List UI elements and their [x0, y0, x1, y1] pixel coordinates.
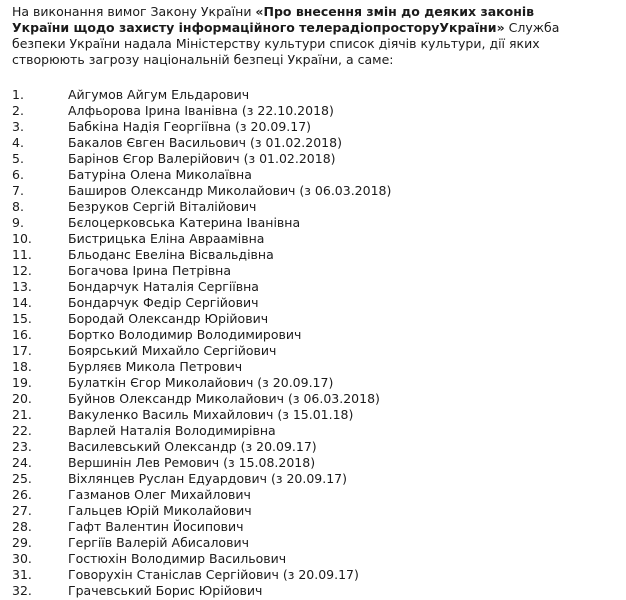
list-item-number: 25. [12, 471, 32, 486]
list-item-name: Варлей Наталія Володимирівна [68, 423, 276, 438]
list-item [12, 103, 626, 119]
list-item-name: Бабкіна Надія Георгіївна (з 20.09.17) [68, 119, 312, 134]
list-item-number: 29. [12, 535, 32, 550]
list-item-number: 32. [12, 583, 32, 598]
list-item-number: 5. [12, 151, 24, 166]
intro-text: Служба [504, 20, 560, 35]
list-item-name: Вершинін Лев Ремович (з 15.08.2018) [68, 455, 316, 470]
list-item [12, 375, 626, 391]
list-item [12, 87, 626, 103]
list-item [12, 279, 626, 295]
list-item-number: 3. [12, 119, 24, 134]
list-item-number: 13. [12, 279, 32, 294]
list-item-number: 12. [12, 263, 32, 278]
list-item-name: Віхлянцев Руслан Едуардович (з 20.09.17) [68, 471, 347, 486]
list-item-number: 16. [12, 327, 32, 342]
list-item [12, 583, 626, 599]
law-title-part-1: «Про внесення змін до деяких законів [255, 4, 535, 19]
list-item-name: Бурляєв Микола Петрович [68, 359, 243, 374]
list-item-name: Газманов Олег Михайлович [68, 487, 251, 502]
list-item [12, 167, 626, 183]
list-item [12, 471, 626, 487]
list-item-number: 24. [12, 455, 32, 470]
list-item [12, 231, 626, 247]
list-item-number: 21. [12, 407, 32, 422]
list-item-name: Айгумов Айгум Ельдарович [68, 87, 250, 102]
list-item-name: Баширов Олександр Миколайович (з 06.03.2018) [68, 183, 392, 198]
list-item-name: Бакалов Євген Васильович (з 01.02.2018) [68, 135, 342, 150]
list-item [12, 551, 626, 567]
list-item-number: 20. [12, 391, 32, 406]
list-item-name: Богачова Ірина Петрівна [68, 263, 232, 278]
list-item [12, 151, 626, 167]
list-item-name: Бортко Володимир Володимирович [68, 327, 302, 342]
list-item [12, 519, 626, 535]
list-item-name: Гафт Валентин Йосипович [68, 519, 244, 534]
list-item [12, 247, 626, 263]
list-item-number: 4. [12, 135, 24, 150]
list-item-name: Бондарчук Наталія Сергіївна [68, 279, 259, 294]
list-item-number: 30. [12, 551, 32, 566]
list-item [12, 359, 626, 375]
list-item [12, 567, 626, 583]
list-item-number: 9. [12, 215, 24, 230]
list-item-number: 11. [12, 247, 32, 262]
list-item-name: Говорухін Станіслав Сергійович (з 20.09.17) [68, 567, 359, 582]
list-item-name: Бондарчук Федір Сергійович [68, 295, 259, 310]
list-item-name: Бльоданс Евеліна Вісвальдівна [68, 247, 274, 262]
list-item-name: Вакуленко Василь Михайлович (з 15.01.18) [68, 407, 354, 422]
list-item-name: Грачевський Борис Юрійович [68, 583, 263, 598]
list-item-name: Булаткін Єгор Миколайович (з 20.09.17) [68, 375, 334, 390]
intro-paragraph [12, 4, 626, 68]
list-item [12, 503, 626, 519]
list-item-number: 10. [12, 231, 32, 246]
list-item-number: 14. [12, 295, 32, 310]
list-item-name: Буйнов Олександр Миколайович (з 06.03.2018) [68, 391, 380, 406]
list-item-number: 17. [12, 343, 32, 358]
list-item-number: 26. [12, 487, 32, 502]
list-item [12, 423, 626, 439]
list-item-number: 22. [12, 423, 32, 438]
list-item [12, 327, 626, 343]
intro-line-2 [12, 20, 626, 36]
list-item-number: 1. [12, 87, 24, 102]
intro-line-4: створюють загрозу національній безпеці України, а саме: [12, 52, 394, 67]
list-item-number: 7. [12, 183, 24, 198]
list-item-name: Василевський Олександр (з 20.09.17) [68, 439, 317, 454]
list-item-name: Бєлоцерковська Катерина Іванівна [68, 215, 301, 230]
list-item-name: Батуріна Олена Миколаївна [68, 167, 252, 182]
list-item [12, 135, 626, 151]
list-item [12, 407, 626, 423]
list-item [12, 199, 626, 215]
list-item-name: Гергіїв Валерій Абисалович [68, 535, 249, 550]
list-item-number: 6. [12, 167, 24, 182]
person-list [12, 87, 626, 599]
list-item-number: 19. [12, 375, 32, 390]
list-item [12, 535, 626, 551]
list-item [12, 343, 626, 359]
law-title-part-2: України щодо захисту інформаційного телерадіопросторуУкраїни» [12, 20, 505, 35]
list-item [12, 263, 626, 279]
list-item-number: 8. [12, 199, 24, 214]
list-item-name: Барінов Єгор Валерійович (з 01.02.2018) [68, 151, 336, 166]
list-item-name: Безруков Сергій Віталійович [68, 199, 257, 214]
intro-line-1 [12, 4, 626, 20]
list-item-name: Бистрицька Еліна Авраамівна [68, 231, 265, 246]
list-item-name: Боярський Михайло Сергійович [68, 343, 277, 358]
list-item-number: 23. [12, 439, 32, 454]
list-item-number: 2. [12, 103, 24, 118]
intro-line-3: безпеки України надала Міністерству культури список діячів культури, дії яких [12, 36, 540, 51]
list-item-number: 15. [12, 311, 32, 326]
list-item [12, 455, 626, 471]
list-item-number: 27. [12, 503, 32, 518]
intro-text: На виконання вимог Закону України [12, 4, 256, 19]
list-item-name: Гостюхін Володимир Васильович [68, 551, 287, 566]
list-item [12, 391, 626, 407]
list-item-number: 31. [12, 567, 32, 582]
list-item [12, 439, 626, 455]
list-item-name: Гальцев Юрій Миколайович [68, 503, 252, 518]
list-item-number: 18. [12, 359, 32, 374]
list-item [12, 295, 626, 311]
list-item [12, 311, 626, 327]
list-item [12, 183, 626, 199]
list-item-number: 28. [12, 519, 32, 534]
list-item [12, 215, 626, 231]
list-item [12, 487, 626, 503]
list-item-name: Бородай Олександр Юрійович [68, 311, 269, 326]
list-item [12, 119, 626, 135]
list-item-name: Алфьорова Ірина Іванівна (з 22.10.2018) [68, 103, 334, 118]
